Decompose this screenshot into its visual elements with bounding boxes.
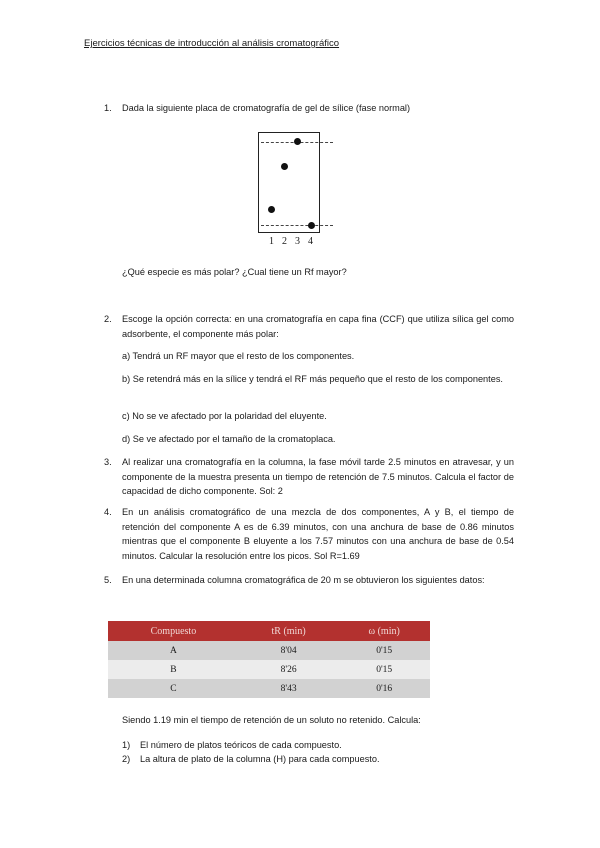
q2-option-d: d) Se ve afectado por el tamaño de la cromatoplaca. <box>122 434 336 444</box>
q5-text: En una determinada columna cromatográfica de 20 m se obtuvieron los siguientes datos: <box>122 575 485 585</box>
q2-text: Escoge la opción correcta: en una cromatografía en capa fina (CCF) que utiliza sílica gel como adsorbente, el componente más polar: <box>122 314 514 339</box>
q1-question: ¿Qué especie es más polar? ¿Cual tiene un Rf mayor? <box>122 267 347 277</box>
q4-number: 4. <box>104 507 112 517</box>
cell-compound: A <box>108 641 239 660</box>
tlc-plate <box>258 132 320 233</box>
cell-w: 0'15 <box>338 660 430 679</box>
q5-followup: Siendo 1.19 min el tiempo de retención de un soluto no retenido. Calcula: <box>122 715 421 725</box>
q5-item-text: La altura de plato de la columna (H) para cada compuesto. <box>140 754 380 764</box>
q3-number: 3. <box>104 457 112 467</box>
table-row <box>108 679 430 698</box>
cell-compound: B <box>108 660 239 679</box>
data-table-wrapper <box>108 621 430 698</box>
header-width: ω (min) <box>338 621 430 641</box>
q5-number: 5. <box>104 575 112 585</box>
lane-label: 2 <box>282 236 287 247</box>
table-row <box>108 660 430 679</box>
header-compuesto: Compuesto <box>108 621 239 641</box>
cell-w: 0'16 <box>338 679 430 698</box>
baseline-line <box>261 225 333 226</box>
table-row <box>108 641 430 660</box>
q4-text: En un análisis cromatográfico de una mezcla de dos componentes, A y B, el tiempo de retención del componente A es de 6.39 minutos, con una anchura de base de 0.86 minutos mientras que el componente B eluyente a los 7.57 minutos con una anchura de base de 0.54 minutos. Calcular la resolución entre los picos. Sol R=1.69 <box>122 507 514 561</box>
cell-compound: C <box>108 679 239 698</box>
spot-lane-2 <box>281 163 288 170</box>
q3-text: Al realizar una cromatografía en la columna, la fase móvil tarde 2.5 minutos en atravesar, y un componente de la muestra presenta un tiempo de retención de 7.5 minutos. Calcula el factor de capacidad de dicho componente. Sol: 2 <box>122 457 514 496</box>
spot-lane-4 <box>308 222 315 229</box>
lane-label: 4 <box>308 236 313 247</box>
q2-option-c: c) No se ve afectado por la polaridad del eluyente. <box>122 411 327 421</box>
q2-number: 2. <box>104 314 112 324</box>
spot-lane-1 <box>268 206 275 213</box>
header-retention-time: tR (min) <box>239 621 339 641</box>
spot-lane-3 <box>294 138 301 145</box>
data-table <box>108 621 430 698</box>
cell-tr: 8'04 <box>239 641 339 660</box>
lane-label: 1 <box>269 236 274 247</box>
q2-option-b: b) Se retendrá más en la sílice y tendrá el RF más pequeño que el resto de los componentes. <box>122 374 503 384</box>
q5-item-number: 2) <box>122 754 131 764</box>
q5-item-number: 1) <box>122 740 131 750</box>
cell-tr: 8'43 <box>239 679 339 698</box>
document-title: Ejercicios técnicas de introducción al análisis cromatográfico <box>84 38 340 49</box>
q5-item-text: El número de platos teóricos de cada compuesto. <box>140 740 342 750</box>
cell-w: 0'15 <box>338 641 430 660</box>
lane-label: 3 <box>295 236 300 247</box>
q2-option-a: a) Tendrá un RF mayor que el resto de los componentes. <box>122 351 355 361</box>
q1-number: 1. <box>104 103 112 113</box>
table-header-row <box>108 621 430 641</box>
q1-text: Dada la siguiente placa de cromatografía de gel de sílice (fase normal) <box>122 103 411 113</box>
cell-tr: 8'26 <box>239 660 339 679</box>
